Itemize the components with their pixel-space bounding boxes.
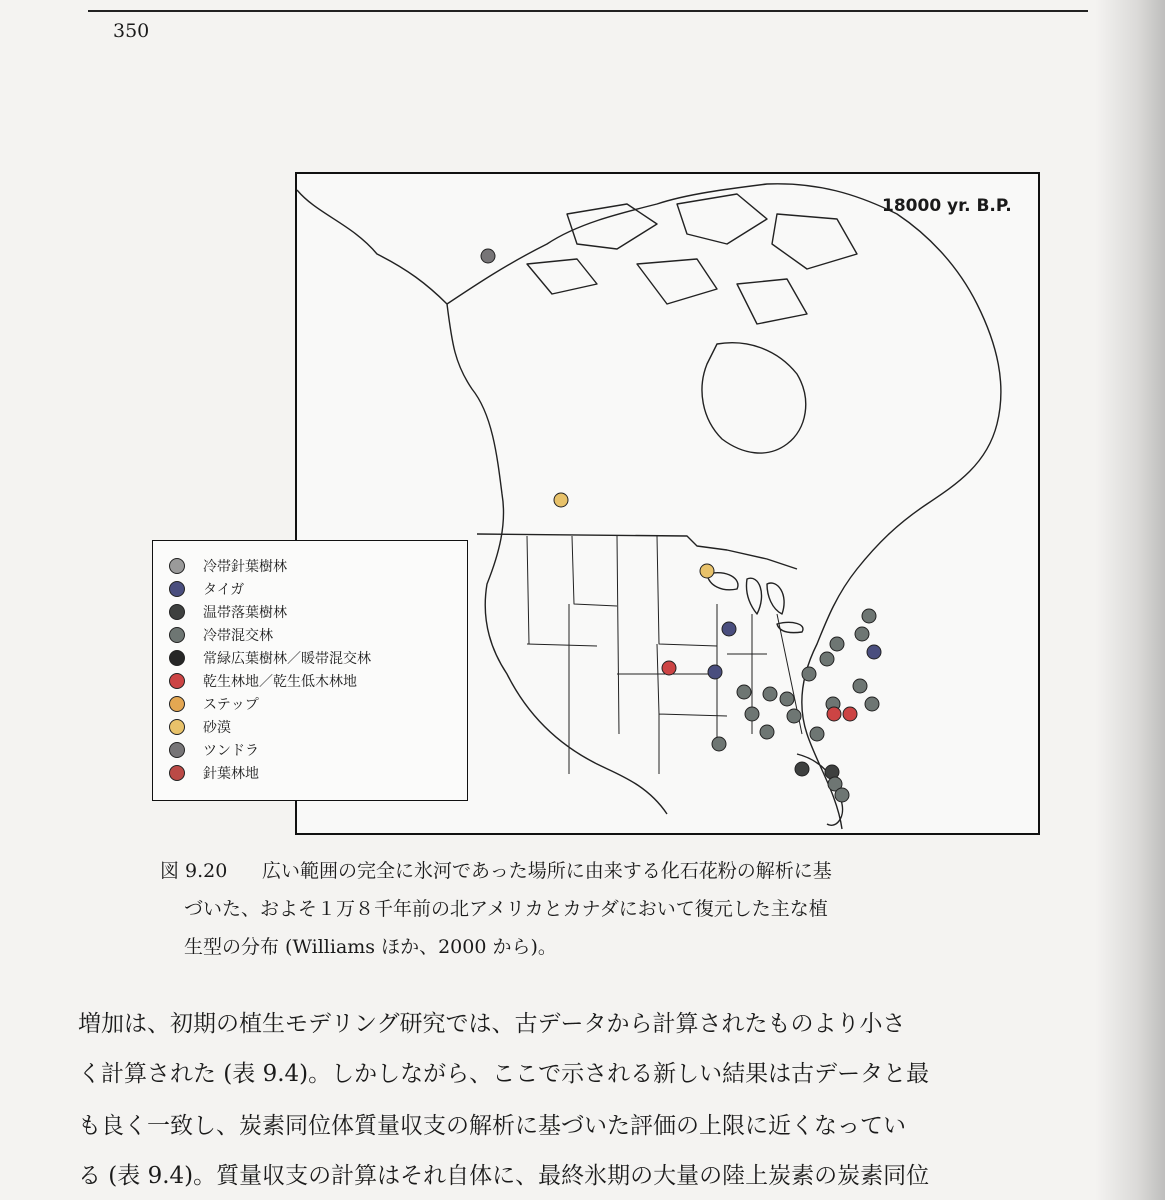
body-text-line: く計算された (表 9.4)。しかしながら、ここで示される新しい結果は古データと最 [78,1061,930,1087]
legend-item [169,578,244,600]
page-number: 350 [113,20,150,42]
legend-item [169,624,273,646]
site-dot-desert [700,564,714,578]
site-dot-mixed [865,697,879,711]
legend-swatch [169,696,185,712]
header-rule [88,10,1088,12]
state-lines [527,536,802,774]
legend-swatch [169,581,185,597]
legend-label: 冷帯針葉樹林 [203,559,287,575]
site-dot-mixed [802,667,816,681]
legend-label: ステップ [203,697,259,713]
legend-swatch [169,650,185,666]
legend-swatch [169,765,185,781]
legend-swatch [169,558,185,574]
figure-caption-line: 生型の分布 (Williams ほか、2000 から)。 [184,936,557,958]
site-dot-mixed [780,692,794,706]
site-dot-dry-woodland [662,661,676,675]
legend-item [169,601,287,623]
site-dot-mixed [745,707,759,721]
figure-caption-label: 図 9.20 [160,860,228,882]
legend-item [169,716,231,738]
map-period-label: 18000 yr. B.P. [882,196,1012,216]
site-dot-taiga [722,622,736,636]
site-dot-mixed [853,679,867,693]
site-dot-mixed [760,725,774,739]
site-dot-dry-woodland [843,707,857,721]
legend-item [169,555,287,577]
site-dot-mixed [830,637,844,651]
legend-item [169,762,259,784]
legend-label: ツンドラ [203,743,259,759]
page-edge-shadow [1095,0,1165,1200]
arctic-islands [527,194,857,324]
great-lakes [707,573,803,633]
legend-item [169,670,357,692]
site-dot-desert [554,493,568,507]
site-dot-mixed [787,709,801,723]
legend-label: 常緑広葉樹林／暖帯混交林 [203,651,371,667]
site-dot-taiga [867,645,881,659]
legend-label: 乾生林地／乾生低木林地 [203,674,357,690]
legend-label: 針葉林地 [203,766,259,782]
coastline-arctic [447,184,1001,829]
body-text-line: 増加は、初期の植生モデリング研究では、古データから計算されたものより小さ [78,1011,906,1037]
site-dot-mixed [835,788,849,802]
site-dot-mixed [855,627,869,641]
legend-item [169,693,259,715]
site-dot-mixed [737,685,751,699]
legend-swatch [169,627,185,643]
figure-caption-line: 広い範囲の完全に氷河であった場所に由来する化石花粉の解析に基 [262,860,832,882]
site-dot-mixed [712,737,726,751]
legend-swatch [169,719,185,735]
site-dot-tundra [481,249,495,263]
legend-item [169,739,259,761]
legend-label: 温帯落葉樹林 [203,605,287,621]
body-text-line: も良く一致し、炭素同位体質量収支の解析に基づいた評価の上限に近くなってい [78,1113,906,1139]
legend-swatch [169,604,185,620]
site-dot-taiga [708,665,722,679]
site-dot-mixed [820,652,834,666]
body-text-line: る (表 9.4)。質量収支の計算はそれ自体に、最終氷期の大量の陸上炭素の炭素同位 [78,1163,930,1189]
legend-swatch [169,673,185,689]
legend-swatch [169,742,185,758]
legend-label: 砂漠 [203,720,231,736]
map-legend [152,540,468,801]
site-dot-mixed [862,609,876,623]
legend-label: タイガ [203,582,245,598]
site-dot-dry-woodland [827,707,841,721]
us-canada-border [477,534,797,569]
figure-caption-line: づいた、およそ１万８千年前の北アメリカとカナダにおいて復元した主な植 [184,898,828,920]
legend-label: 冷帯混交林 [203,628,273,644]
legend-item [169,647,371,669]
hudson-bay [702,343,806,453]
site-dot-temperate-deciduous [795,762,809,776]
site-dot-mixed [763,687,777,701]
site-dot-mixed [810,727,824,741]
